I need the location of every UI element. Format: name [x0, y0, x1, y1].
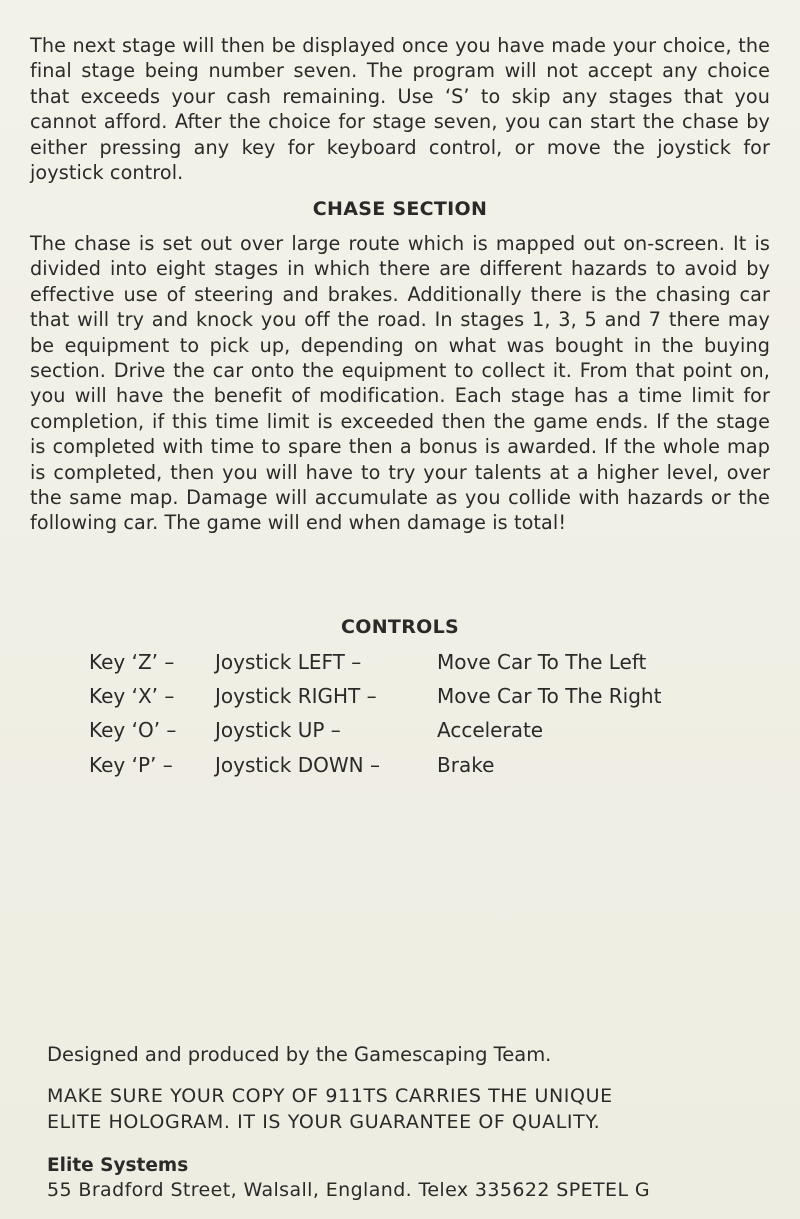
control-row-up [0, 714, 800, 746]
publisher-address: 55 Bradford Street, Walsall, England. Telex 335622 SPETEL G [47, 1179, 650, 1201]
control-key: Key ‘P’ – [89, 753, 173, 777]
chase-section-paragraph: The chase is set out over large route which is mapped out on-screen. It is divided into eight stages in which there are different hazards to avoid by effective use of steering and brakes. Additionally there is the chasing car that will try and knock you off the road. In stages 1, 3, 5 and 7 there may be equipment to pick up, depending on what was bought in the buying section. Drive the car onto the equipment to collect it. From that point on, you will have the benefit of modification. Each stage has a time limit for completion, if this time limit is exceeded then the game ends. If the stage is completed with time to spare then a bonus is awarded. If the whole map is completed, then you will have to try your talents at a higher level, over the same map. Damage will accumulate as you collide with hazards or the following car. The game will end when damage is total! [30, 232, 770, 535]
control-row-left [0, 646, 800, 678]
control-key: Key ‘O’ – [89, 718, 177, 742]
chase-section-heading: CHASE SECTION [312, 198, 488, 220]
control-action: Brake [437, 753, 495, 777]
credit-line: Designed and produced by the Gamescaping Team. [47, 1043, 552, 1066]
control-row-right [0, 680, 800, 712]
controls-heading: CONTROLS [341, 616, 459, 638]
control-joystick: Joystick RIGHT – [215, 684, 377, 708]
control-joystick: Joystick LEFT – [215, 650, 362, 674]
hologram-notice-line-2: ELITE HOLOGRAM. IT IS YOUR GUARANTEE OF QUALITY. [47, 1111, 601, 1133]
control-action: Accelerate [437, 718, 544, 742]
control-action: Move Car To The Right [437, 684, 662, 708]
control-row-down [0, 749, 800, 781]
control-key: Key ‘Z’ – [89, 650, 175, 674]
publisher-name: Elite Systems [47, 1155, 189, 1176]
intro-paragraph: The next stage will then be displayed once you have made your choice, the final stage being number seven. The program will not accept any choice that exceeds your cash remaining. Use ‘S’ to skip any stages that you cannot afford. After the choice for stage seven, you can start the chase by either pressing any key for keyboard control, or move the joystick for joystick control. [30, 34, 770, 185]
control-joystick: Joystick UP – [215, 718, 341, 742]
control-key: Key ‘X’ – [89, 684, 175, 708]
hologram-notice-line-1: MAKE SURE YOUR COPY OF 911TS CARRIES THE UNIQUE [47, 1085, 613, 1107]
control-joystick: Joystick DOWN – [215, 753, 380, 777]
control-action: Move Car To The Left [437, 650, 647, 674]
